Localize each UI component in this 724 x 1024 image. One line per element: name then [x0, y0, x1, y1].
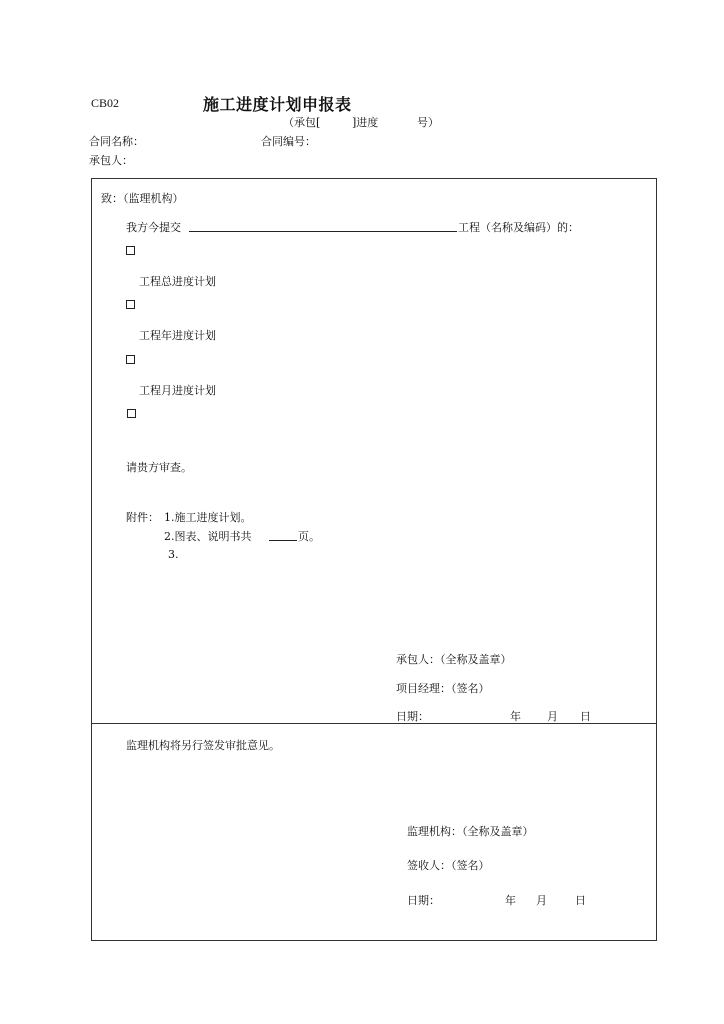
month-label-2: 月	[536, 894, 547, 907]
checkbox-other[interactable]	[127, 409, 136, 418]
option-annual-plan: 工程年进度计划	[139, 329, 216, 342]
year-label-1: 年	[510, 710, 521, 723]
to-line: 致：（监理机构）	[101, 192, 184, 205]
section-divider	[91, 723, 657, 724]
supervisor-opinion: 监理机构将另行签发审批意见。	[126, 739, 280, 752]
submit-prefix: 我方今提交	[126, 221, 181, 234]
supervisor-signature: 监理机构：（全称及盖章）	[407, 825, 534, 838]
contractor-label: 承包人：	[89, 154, 133, 167]
manager-signature: 项目经理：（签名）	[396, 682, 490, 695]
submit-suffix: 工程（名称及编码）的：	[458, 221, 579, 234]
date-label-1: 日期：	[396, 710, 429, 723]
day-label-2: 日	[575, 894, 586, 907]
date-label-2: 日期：	[407, 894, 440, 907]
contractor-signature: 承包人：（全称及盖章）	[396, 653, 512, 666]
attachment-2-suffix: 页。	[298, 530, 320, 543]
checkbox-monthly-plan[interactable]	[126, 355, 135, 364]
option-monthly-plan: 工程月进度计划	[139, 384, 216, 397]
attachment-label: 附件：	[126, 511, 159, 524]
checkbox-total-plan[interactable]	[126, 246, 135, 255]
form-title: 施工进度计划申报表	[203, 95, 352, 114]
subtitle-mid: ]进度	[352, 116, 379, 129]
day-label-1: 日	[580, 710, 591, 723]
contract-no-label: 合同编号：	[261, 135, 316, 148]
attachment-1: 1.施工进度计划。	[164, 511, 252, 524]
contract-name-label: 合同名称：	[89, 135, 144, 148]
attachment-3: 3.	[168, 548, 179, 561]
month-label-1: 月	[547, 710, 558, 723]
receiver-signature: 签收人：（签名）	[407, 859, 490, 872]
review-request: 请贵方审查。	[126, 461, 192, 474]
checkbox-annual-plan[interactable]	[126, 300, 135, 309]
page-count-blank[interactable]	[269, 540, 297, 541]
form-code: CB02	[91, 96, 120, 110]
year-label-2: 年	[505, 894, 516, 907]
project-name-blank[interactable]	[189, 231, 457, 232]
subtitle-right: 号）	[417, 116, 439, 129]
attachment-2-prefix: 2.图表、说明书共	[164, 530, 252, 543]
subtitle-left: （承包[	[283, 116, 321, 129]
option-total-plan: 工程总进度计划	[139, 275, 216, 288]
